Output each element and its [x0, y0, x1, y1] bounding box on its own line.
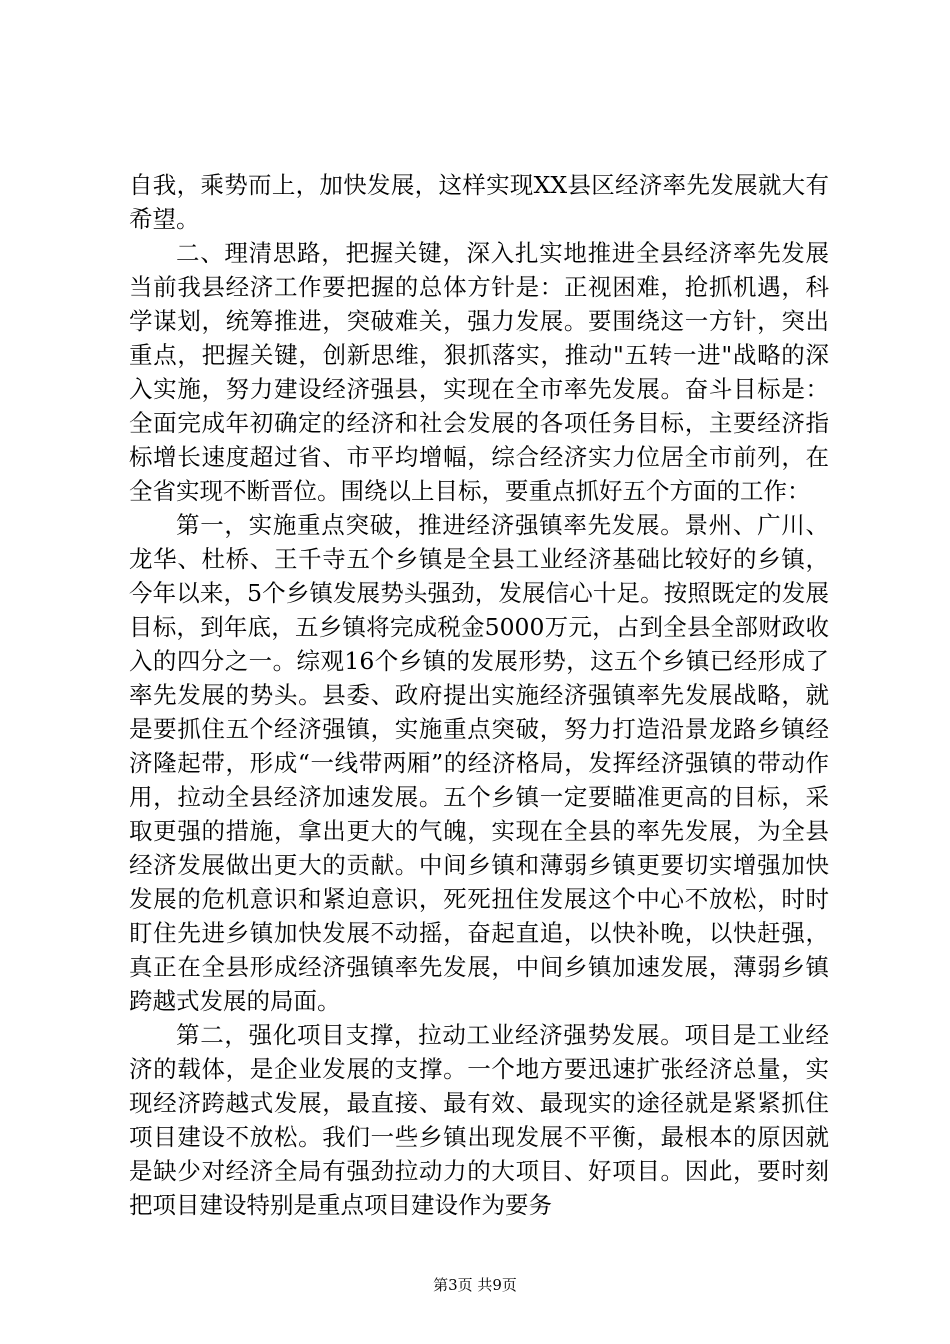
page-total: 共9页	[477, 1276, 517, 1294]
paragraph-point-two: 第二，强化项目支撑，拉动工业经济强势发展。项目是工业经济的载体，是企业发展的支撑。一个地方要迅速扩张经济总量，实现经济跨越式发展，最直接、最有效、最现实的途径就是紧紧抓住项目建设不放松。我们一些乡镇出现发展不平衡，最根本的原因就是缺少对经济全局有强劲拉动力的大项目、好项目。因此，要时刻把项目建设特别是重点项目建设作为要务	[129, 1021, 829, 1219]
document-body	[129, 168, 829, 1222]
paragraph-section-two: 二、理清思路，把握关键，深入扎实地推进全县经济率先发展当前我县经济工作要把握的总体方针是：正视困难，抢抓机遇，科学谋划，统筹推进，突破难关，强力发展。要围绕这一方针，突出重点，把握关键，创新思维，狠抓落实，推动"五转一进"战略的深入实施，努力建设经济强县，实现在全市率先发展。奋斗目标是：全面完成年初确定的经济和社会发展的各项任务目标，主要经济指标增长速度超过省、市平均增幅，综合经济实力位居全市前列，在全省实现不断晋位。围绕以上目标，要重点抓好五个方面的工作：	[129, 239, 829, 505]
page-footer	[0, 1275, 950, 1295]
paragraph-point-one: 第一，实施重点突破，推进经济强镇率先发展。景州、广川、龙华、杜桥、王千寺五个乡镇是全县工业经济基础比较好的乡镇，今年以来，5个乡镇发展势头强劲，发展信心十足。按照既定的发展目标，到年底，五乡镇将完成税金5000万元，占到全县全部财政收入的四分之一。综观16个乡镇的发展形势，这五个乡镇已经形成了率先发展的势头。县委、政府提出实施经济强镇率先发展战略，就是要抓住五个经济强镇，实施重点突破，努力打造沿景龙路乡镇经济隆起带，形成“一线带两厢”的经济格局，发挥经济强镇的带动作用，拉动全县经济加速发展。五个乡镇一定要瞄准更高的目标，采取更强的措施，拿出更大的气魄，实现在全县的率先发展，为全县经济发展做出更大的贡献。中间乡镇和薄弱乡镇更要切实增强加快发展的危机意识和紧迫意识，死死扭住发展这个中心不放松，时时盯住先进乡镇加快发展不动摇，奋起直追，以快补晚，以快赶强，真正在全县形成经济强镇率先发展，中间乡镇加速发展，薄弱乡镇跨越式发展的局面。	[129, 511, 829, 1015]
paragraph-continuation: 自我，乘势而上，加快发展，这样实现XX县区经济率先发展就大有希望。	[129, 171, 829, 233]
page-number: 第3页	[433, 1276, 473, 1294]
